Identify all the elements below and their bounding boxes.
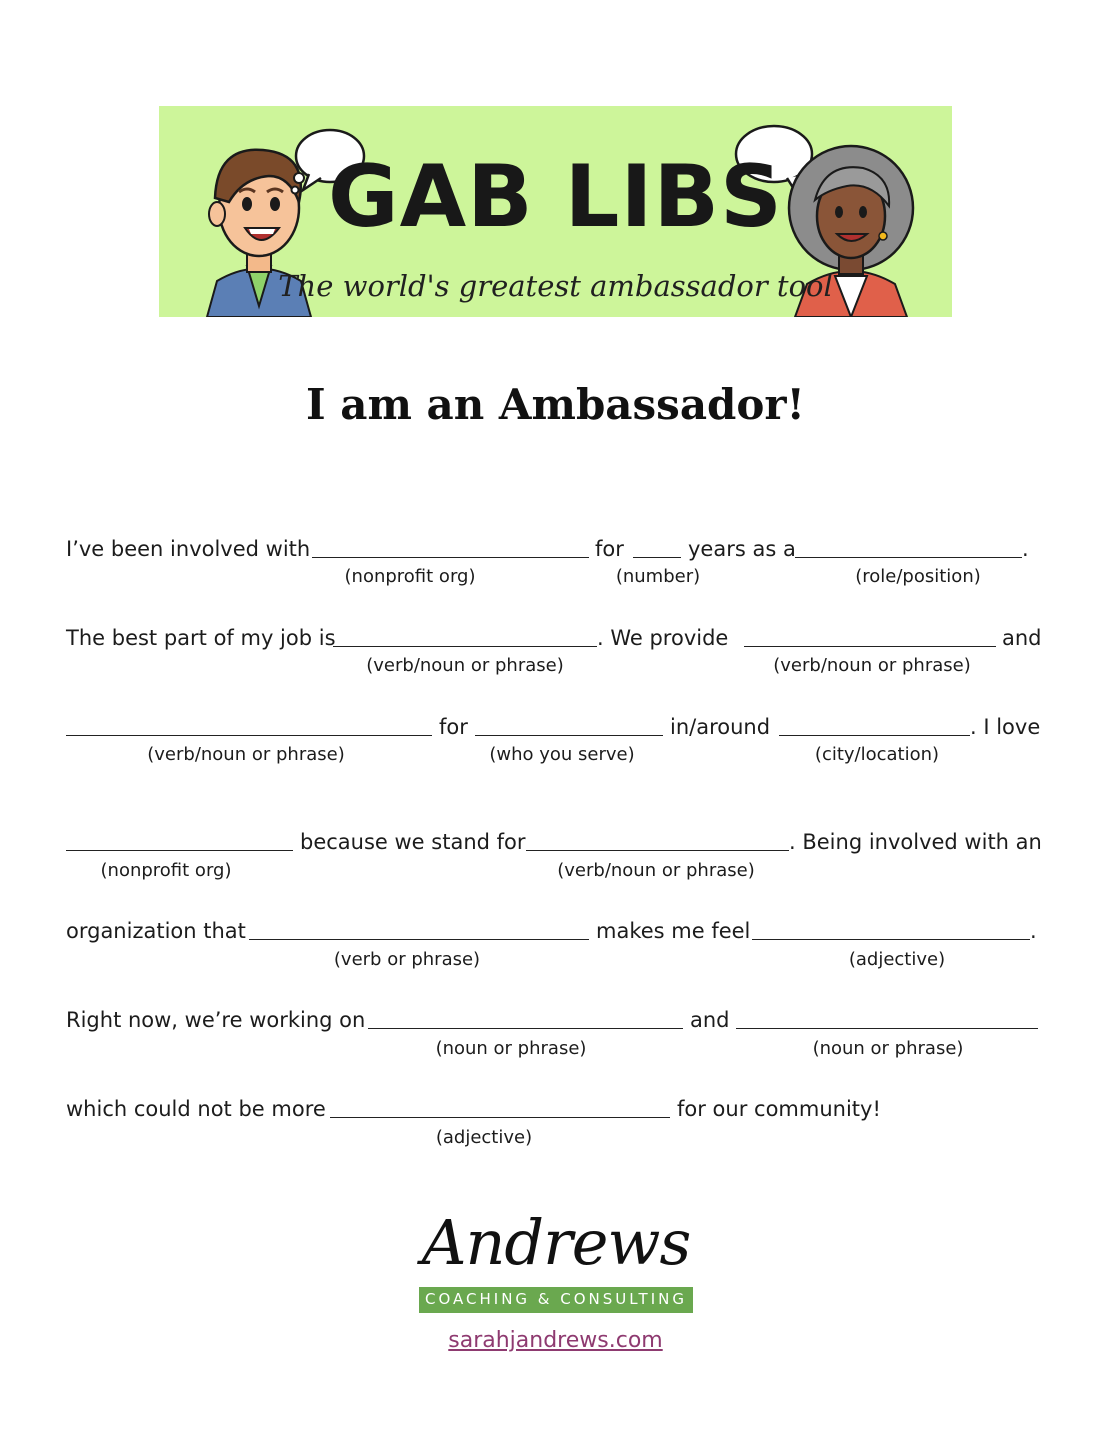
website-link[interactable]: sarahjandrews.com — [448, 1328, 663, 1353]
hint-who-you-serve: (who you serve) — [489, 744, 635, 765]
line4-text-b: . Being involved with an — [789, 830, 1042, 854]
hint-noun-or-phrase: (noun or phrase) — [435, 1038, 587, 1059]
blank-working-on-1[interactable] — [368, 1028, 683, 1029]
hint-adjective: (adjective) — [435, 1127, 533, 1148]
blank-best-part[interactable] — [333, 646, 597, 647]
hint-nonprofit-org: (nonprofit org) — [344, 566, 476, 587]
blank-working-on-2[interactable] — [736, 1028, 1038, 1029]
hint-noun-or-phrase: (noun or phrase) — [812, 1038, 964, 1059]
blank-we-provide-2[interactable] — [66, 735, 432, 736]
line5-text-a: organization that — [66, 919, 246, 943]
line2-text-c: and — [1002, 626, 1042, 650]
hint-verb-noun-phrase: (verb/noun or phrase) — [147, 744, 345, 765]
blank-city-location[interactable] — [779, 735, 970, 736]
blank-stand-for[interactable] — [526, 850, 789, 851]
banner-title: GAB LIBS — [328, 147, 783, 247]
banner-tagline: The world's greatest ambassador tool — [278, 269, 833, 303]
hint-number: (number) — [615, 566, 701, 587]
line7-text-b: for our community! — [677, 1097, 881, 1121]
line1-text-b: for — [595, 537, 624, 561]
line1-text-a: I’ve been involved with — [66, 537, 311, 561]
line5-text-c: . — [1030, 919, 1037, 943]
blank-we-provide-1[interactable] — [744, 646, 996, 647]
andrews-logo: Andrews — [421, 1206, 691, 1279]
hint-city-location: (city/location) — [814, 744, 940, 765]
line5-text-b: makes me feel — [596, 919, 751, 943]
line6-text-b: and — [690, 1008, 730, 1032]
line4-text-a: because we stand for — [300, 830, 526, 854]
line1-text-c: years as a — [688, 537, 796, 561]
line7-text-a: which could not be more — [66, 1097, 326, 1121]
line6-text-a: Right now, we’re working on — [66, 1008, 366, 1032]
hint-nonprofit-org: (nonprofit org) — [100, 860, 232, 881]
blank-nonprofit-org-2[interactable] — [66, 850, 293, 851]
gab-libs-banner — [159, 106, 952, 317]
line3-text-a: for — [439, 715, 468, 739]
logo-subtitle: COACHING & CONSULTING — [425, 1290, 687, 1308]
blank-nonprofit-org[interactable] — [312, 557, 589, 558]
page-title: I am an Ambassador! — [306, 380, 805, 429]
blank-makes-me-feel[interactable] — [752, 939, 1030, 940]
blank-could-not-be-more[interactable] — [330, 1117, 670, 1118]
blank-who-you-serve[interactable] — [475, 735, 663, 736]
blank-organization-that[interactable] — [249, 939, 589, 940]
hint-role-position: (role/position) — [855, 566, 981, 587]
hint-verb-noun-phrase: (verb/noun or phrase) — [773, 655, 971, 676]
line1-text-d: . — [1022, 537, 1029, 561]
blank-number[interactable] — [633, 557, 681, 558]
line2-text-b: . We provide — [597, 626, 729, 650]
hint-adjective: (adjective) — [848, 949, 946, 970]
line3-text-b: in/around — [670, 715, 771, 739]
line3-text-c: . I love — [970, 715, 1041, 739]
hint-verb-or-phrase: (verb or phrase) — [333, 949, 481, 970]
blank-role-position[interactable] — [795, 557, 1022, 558]
hint-verb-noun-phrase: (verb/noun or phrase) — [366, 655, 564, 676]
line2-text-a: The best part of my job is — [66, 626, 336, 650]
hint-verb-noun-phrase: (verb/noun or phrase) — [557, 860, 755, 881]
